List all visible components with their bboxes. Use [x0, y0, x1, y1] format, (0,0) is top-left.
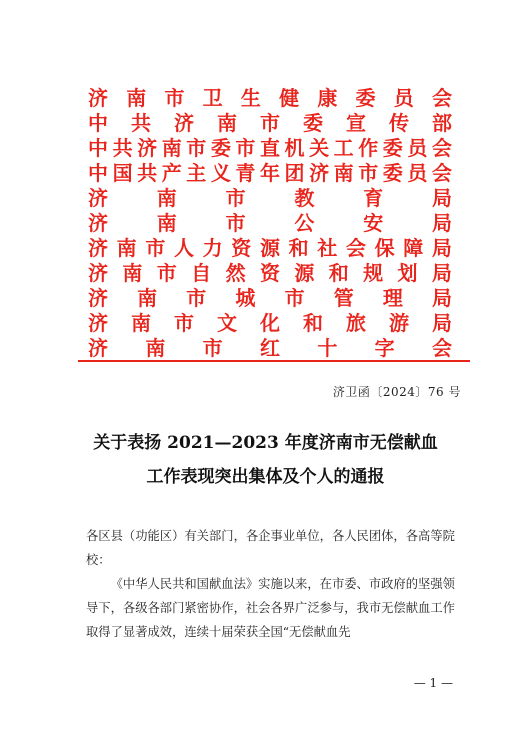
- issuer-char: 划: [397, 261, 418, 285]
- issuer-char: 济: [88, 261, 108, 285]
- issuer-char: 共: [131, 111, 151, 135]
- issuer-char: 规: [363, 261, 384, 285]
- issuer-char: 关: [309, 136, 330, 160]
- issuer-char: 济: [88, 336, 108, 360]
- issuer-line: [88, 211, 452, 236]
- issuer-char: 委: [210, 136, 231, 160]
- body-paragraph: 《中华人民共和国献血法》实施以来，在市委、市政府的坚强领导下，各级各部门紧密协作，社会各界广泛参与，我市无偿献血工作取得了显著成效，连续十届荣获全国“无偿献血先: [86, 577, 455, 639]
- issuer-char: 会: [345, 236, 366, 260]
- issuer-char: 南: [156, 211, 177, 235]
- issuer-char: 南: [217, 111, 237, 135]
- issuer-char: 南: [156, 186, 177, 210]
- issuer-char: 中: [88, 111, 108, 135]
- issuer-char: 产: [161, 161, 182, 185]
- issuer-char: 直: [259, 136, 280, 160]
- issuer-char: 字: [374, 336, 395, 360]
- issuer-char: 部: [432, 111, 452, 135]
- issuer-char: 员: [393, 86, 414, 110]
- issuer-char: 主: [186, 161, 207, 185]
- issuer-char: 会: [431, 161, 452, 185]
- issuer-char: 员: [407, 136, 428, 160]
- issuer-char: 化: [260, 311, 280, 335]
- issuer-line: [88, 111, 452, 136]
- issuer-char: 机: [284, 136, 305, 160]
- issuer-char: 市: [145, 236, 166, 260]
- issuer-char: 市: [164, 86, 185, 110]
- issuer-line: [88, 236, 452, 261]
- issuer-char: 委: [303, 111, 323, 135]
- issuer-char: 局: [431, 186, 452, 210]
- issuer-char: 城: [235, 286, 256, 310]
- document-title-line-1: 关于表扬 2021—2023 年度济南市无偿献血: [93, 433, 438, 453]
- issuer-char: 市: [174, 311, 194, 335]
- issuer-char: 团: [284, 161, 305, 185]
- issuer-char: 公: [294, 211, 315, 235]
- issuer-char: 会: [431, 336, 452, 360]
- issuer-char: 然: [225, 261, 246, 285]
- issuer-char: 市: [225, 211, 246, 235]
- issuer-char: 共: [137, 161, 158, 185]
- issuer-char: 南: [116, 236, 137, 260]
- issuer-char: 济: [88, 86, 108, 110]
- issuer-char: 市: [202, 336, 223, 360]
- issuer-char: 宣: [346, 111, 366, 135]
- issuer-line: [88, 86, 452, 111]
- issuer-char: 局: [432, 311, 452, 335]
- issuer-char: 作: [358, 136, 379, 160]
- issuer-char: 济: [88, 236, 108, 260]
- issuer-char: 南: [161, 136, 182, 160]
- issuer-line: [88, 261, 452, 286]
- issuer-char: 南: [126, 86, 147, 110]
- addressee: 各区县（功能区）有关部门，各企事业单位，各人民团体，各高等院校：: [86, 529, 455, 567]
- issuer-char: 资: [231, 236, 252, 260]
- issuer-char: 文: [217, 311, 237, 335]
- issuer-char: 济: [309, 161, 330, 185]
- issuer-char: 南: [145, 336, 166, 360]
- issuer-char: 红: [259, 336, 280, 360]
- issuer-char: 市: [260, 111, 280, 135]
- issuer-char: 市: [235, 136, 256, 160]
- issuer-char: 旅: [346, 311, 366, 335]
- issuer-char: 和: [328, 261, 349, 285]
- issuer-char: 力: [202, 236, 223, 260]
- issuer-char: 卫: [202, 86, 223, 110]
- issuer-char: 委: [355, 86, 376, 110]
- issuer-char: 青: [235, 161, 256, 185]
- issuer-char: 委: [382, 136, 403, 160]
- issuer-char: 会: [431, 86, 452, 110]
- issuer-char: 工: [333, 136, 354, 160]
- issuer-char: 康: [317, 86, 338, 110]
- red-divider-line: [78, 360, 470, 362]
- issuer-char: 障: [403, 236, 424, 260]
- issuer-char: 社: [317, 236, 338, 260]
- issuer-line: [88, 311, 452, 336]
- issuer-char: 济: [174, 111, 194, 135]
- issuer-char: 局: [431, 286, 452, 310]
- issuer-line: [88, 161, 452, 186]
- issuer-char: 教: [294, 186, 315, 210]
- issuer-char: 会: [431, 136, 452, 160]
- issuer-char: 南: [131, 311, 151, 335]
- issuer-char: 和: [303, 311, 323, 335]
- issuer-char: 生: [240, 86, 261, 110]
- issuer-char: 保: [374, 236, 395, 260]
- issuer-char: 市: [225, 186, 246, 210]
- issuer-char: 游: [389, 311, 409, 335]
- issuer-char: 委: [382, 161, 403, 185]
- issuer-char: 济: [88, 311, 108, 335]
- issuer-char: 局: [431, 261, 452, 285]
- issuer-char: 中: [88, 136, 108, 160]
- issuer-char: 自: [191, 261, 212, 285]
- issuer-line: [88, 136, 452, 161]
- issuer-char: 义: [210, 161, 231, 185]
- issuer-char: 国: [112, 161, 133, 185]
- issuer-char: 济: [137, 136, 158, 160]
- issuer-char: 源: [294, 261, 315, 285]
- issuer-char: 南: [333, 161, 354, 185]
- issuer-char: 市: [186, 136, 207, 160]
- issuer-char: 南: [122, 261, 143, 285]
- issuer-char: 局: [431, 236, 452, 260]
- issuer-char: 健: [279, 86, 300, 110]
- issuer-char: 年: [259, 161, 280, 185]
- issuer-char: 管: [333, 286, 354, 310]
- issuer-char: 局: [431, 211, 452, 235]
- issuer-header: [88, 86, 452, 361]
- document-number: 济卫函〔2024〕76 号: [332, 385, 461, 399]
- issuer-char: 共: [112, 136, 133, 160]
- issuer-line: [88, 186, 452, 211]
- issuer-char: 十: [317, 336, 338, 360]
- issuer-char: 资: [259, 261, 280, 285]
- issuer-line: [88, 286, 452, 311]
- issuer-char: 员: [407, 161, 428, 185]
- issuer-char: 济: [88, 286, 108, 310]
- issuer-char: 人: [173, 236, 194, 260]
- issuer-char: 市: [156, 261, 177, 285]
- document-title-line-2: 工作表现突出集体及个人的通报: [146, 467, 385, 487]
- page-number: — 1 —: [413, 676, 453, 690]
- issuer-char: 源: [259, 236, 280, 260]
- issuer-char: 中: [88, 161, 108, 185]
- issuer-char: 理: [382, 286, 403, 310]
- issuer-char: 育: [363, 186, 384, 210]
- issuer-char: 和: [288, 236, 309, 260]
- issuer-char: 济: [88, 186, 108, 210]
- issuer-char: 南: [137, 286, 158, 310]
- issuer-char: 安: [363, 211, 384, 235]
- issuer-char: 市: [284, 286, 305, 310]
- issuer-char: 传: [389, 111, 409, 135]
- issuer-line: [88, 336, 452, 361]
- issuer-char: 市: [358, 161, 379, 185]
- issuer-char: 济: [88, 211, 108, 235]
- issuer-char: 市: [186, 286, 207, 310]
